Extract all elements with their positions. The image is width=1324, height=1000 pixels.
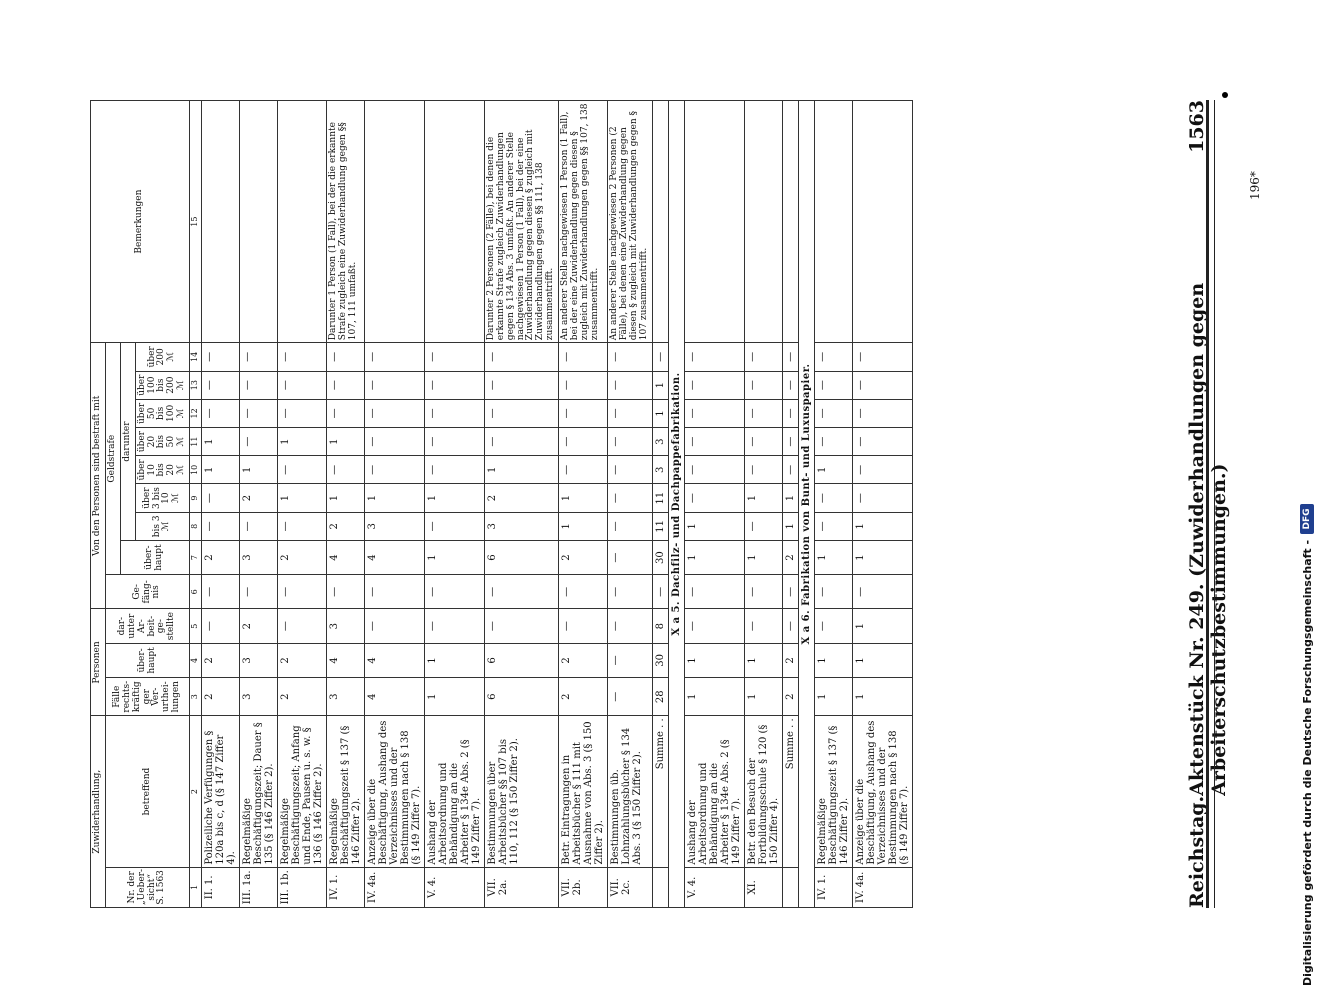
- row-nr: XI.: [744, 867, 782, 907]
- row-value-c3: 3: [239, 678, 277, 716]
- row-value-c14: —: [277, 343, 326, 371]
- row-remark: [814, 101, 852, 343]
- row-value-c11: —: [852, 428, 912, 456]
- row-value-c8: —: [814, 512, 852, 540]
- summe-label: Summe . .: [652, 716, 668, 867]
- row-value-c6: —: [201, 575, 239, 609]
- row-value-c10: 1: [484, 456, 558, 484]
- row-value-c6: —: [744, 575, 782, 609]
- col-100-200: über 100 bis 200 ℳ: [135, 371, 189, 399]
- table-row: [684, 101, 744, 908]
- col-number: 10: [190, 456, 202, 484]
- row-value-c10: —: [424, 456, 484, 484]
- row-nr: VII. 2c.: [608, 867, 653, 907]
- row-value-c3: 1: [852, 678, 912, 716]
- row-value-c14: —: [364, 343, 424, 371]
- row-value-c10: —: [364, 456, 424, 484]
- row-nr: IV. 1.: [814, 867, 852, 907]
- table-row: [277, 101, 326, 908]
- row-value-c5: 2: [239, 609, 277, 643]
- row-value-c6: —: [684, 575, 744, 609]
- row-value-c8: 1: [559, 512, 608, 540]
- row-value-c3: 2: [277, 678, 326, 716]
- col-bis-3: bis 3 ℳ: [135, 512, 189, 540]
- row-value-c10: 1: [201, 456, 239, 484]
- row-value-c12: —: [814, 399, 852, 427]
- row-nr: VII. 2a.: [484, 867, 558, 907]
- funding-note: [1300, 504, 1314, 986]
- row-value-c14: —: [814, 343, 852, 371]
- section-heading-row: [798, 101, 814, 908]
- col-bemerkungen: Bemerkungen: [91, 101, 190, 343]
- row-value-c3: —: [608, 678, 653, 716]
- row-value-c12: —: [239, 399, 277, 427]
- row-value-c13: —: [814, 371, 852, 399]
- row-remark: [201, 101, 239, 343]
- row-value-c8: —: [239, 512, 277, 540]
- table-row: [852, 101, 912, 908]
- table-head: [91, 101, 202, 908]
- summe-value-c4: 30: [652, 643, 668, 677]
- row-value-c10: —: [684, 456, 744, 484]
- row-value-c9: —: [201, 484, 239, 512]
- row-value-c4: 1: [424, 643, 484, 677]
- row-value-c6: —: [277, 575, 326, 609]
- row-description: Polizeiliche Verfügungen § 120a bis c, d (§ 147 Ziffer 4).: [201, 716, 239, 867]
- row-value-c10: —: [608, 456, 653, 484]
- row-remark: An anderer Stelle nachgewiesen 2 Personen (2 Fälle), bei denen eine Zuwiderhandlung gegen diesen § zugleich mit Zuwiderhandlungen gegen § 107 zusammentrifft.: [608, 101, 653, 343]
- row-value-c8: —: [424, 512, 484, 540]
- header-rule: [1206, 100, 1209, 908]
- row-value-c5: 1: [852, 609, 912, 643]
- row-value-c5: —: [201, 609, 239, 643]
- row-value-c3: 4: [364, 678, 424, 716]
- row-value-c7: 6: [484, 540, 558, 574]
- summe-value-c12: —: [782, 399, 798, 427]
- summe-label: Summe . .: [782, 716, 798, 867]
- row-value-c11: —: [484, 428, 558, 456]
- row-value-c14: —: [239, 343, 277, 371]
- row-value-c12: —: [744, 399, 782, 427]
- header-title: Aktenstück Nr. 249. (Zuwiderhandlungen gegen Arbeiterschutzbestimmungen.): [1186, 282, 1230, 796]
- row-value-c10: 1: [239, 456, 277, 484]
- row-value-c6: —: [559, 575, 608, 609]
- row-value-c6: —: [364, 575, 424, 609]
- row-value-c7: 1: [852, 540, 912, 574]
- row-value-c4: 2: [277, 643, 326, 677]
- summe-value-c7: 30: [652, 540, 668, 574]
- row-value-c12: —: [326, 399, 364, 427]
- row-nr: IV. 1.: [326, 867, 364, 907]
- row-value-c3: 1: [814, 678, 852, 716]
- row-value-c4: 4: [364, 643, 424, 677]
- summe-value-c6: —: [782, 575, 798, 609]
- row-value-c7: 2: [277, 540, 326, 574]
- row-value-c12: —: [277, 399, 326, 427]
- row-value-c4: —: [608, 643, 653, 677]
- row-description: Aushang der Arbeitsordnung und Behändigung an die Arbeiter § 134e Abs. 2 (§ 149 Ziffer 7).: [684, 716, 744, 867]
- col-number: 4: [190, 643, 202, 677]
- row-value-c14: —: [608, 343, 653, 371]
- row-description: Regelmäßige Beschäftigungszeit § 137 (§ 146 Ziffer 2).: [814, 716, 852, 867]
- row-value-c4: 1: [814, 643, 852, 677]
- table-body: [201, 101, 912, 908]
- row-value-c11: 1: [201, 428, 239, 456]
- table-row: [326, 101, 364, 908]
- row-value-c7: 1: [814, 540, 852, 574]
- section-heading: X a 5. Dachfilz- und Dachpappefabrikation.: [668, 101, 684, 908]
- row-value-c7: 2: [559, 540, 608, 574]
- col-20-50: über 20 bis 50 ℳ: [135, 428, 189, 456]
- row-value-c5: —: [484, 609, 558, 643]
- row-value-c12: —: [424, 399, 484, 427]
- summe-remark: [782, 101, 798, 343]
- col-ueberhaupt: über-haupt: [105, 643, 189, 677]
- row-value-c7: 1: [684, 540, 744, 574]
- row-value-c9: —: [608, 484, 653, 512]
- col-number: 12: [190, 399, 202, 427]
- row-remark: [239, 101, 277, 343]
- row-value-c3: 1: [424, 678, 484, 716]
- row-remark: [424, 101, 484, 343]
- row-value-c11: —: [814, 428, 852, 456]
- row-value-c8: —: [608, 512, 653, 540]
- row-value-c7: 2: [201, 540, 239, 574]
- col-number: 1: [190, 867, 202, 907]
- row-value-c8: 2: [326, 512, 364, 540]
- row-value-c8: 1: [852, 512, 912, 540]
- summe-value-c4: 2: [782, 643, 798, 677]
- table-row: [744, 101, 782, 908]
- row-value-c3: 3: [326, 678, 364, 716]
- row-value-c12: —: [559, 399, 608, 427]
- row-description: Regelmäßige Beschäftigungszeit § 137 (§ 146 Ziffer 2).: [326, 716, 364, 867]
- row-value-c7: —: [608, 540, 653, 574]
- summe-spacer: [652, 867, 668, 907]
- col-nr: Nr. der „Ueber-sicht“ S. 1563: [105, 867, 189, 907]
- row-value-c11: —: [684, 428, 744, 456]
- row-value-c9: —: [814, 484, 852, 512]
- col-number: 13: [190, 371, 202, 399]
- row-value-c4: 6: [484, 643, 558, 677]
- row-remark: [852, 101, 912, 343]
- table-row: [364, 101, 424, 908]
- col-faelle: Fälle rechts-kräftig ger Ver-urthei-lungen: [105, 678, 189, 716]
- row-value-c3: 1: [744, 678, 782, 716]
- row-value-c5: —: [814, 609, 852, 643]
- row-value-c6: —: [852, 575, 912, 609]
- row-value-c3: 2: [201, 678, 239, 716]
- header-page-number: 1563: [1186, 100, 1208, 153]
- row-value-c5: —: [277, 609, 326, 643]
- row-value-c12: —: [608, 399, 653, 427]
- row-value-c11: —: [424, 428, 484, 456]
- table-row: [814, 101, 852, 908]
- row-value-c9: 1: [364, 484, 424, 512]
- row-value-c7: 1: [424, 540, 484, 574]
- summe-value-c7: 2: [782, 540, 798, 574]
- row-value-c14: —: [744, 343, 782, 371]
- row-value-c10: 1: [814, 456, 852, 484]
- col-number: 11: [190, 428, 202, 456]
- page-number: 196*: [1248, 171, 1262, 200]
- row-value-c10: —: [744, 456, 782, 484]
- summe-value-c3: 2: [782, 678, 798, 716]
- dfg-logo: DFG: [1300, 504, 1314, 534]
- row-value-c9: 2: [239, 484, 277, 512]
- row-value-c9: 2: [484, 484, 558, 512]
- row-description: Regelmäßige Beschäftigungszeit; Anfang und Ende, Pausen u. s. w. § 136 (§ 146 Ziffer 2).: [277, 716, 326, 867]
- row-nr: III. 1a.: [239, 867, 277, 907]
- col-number: 2: [190, 716, 202, 867]
- summe-value-c5: 8: [652, 609, 668, 643]
- row-value-c14: —: [484, 343, 558, 371]
- row-value-c9: —: [684, 484, 744, 512]
- row-value-c8: —: [744, 512, 782, 540]
- summe-value-c6: —: [652, 575, 668, 609]
- row-value-c8: —: [201, 512, 239, 540]
- row-remark: An anderer Stelle nachgewiesen 1 Person (1 Fall), bei der eine Zuwiderhandlung gegen diesen § zugleich mit Zuwiderhandlungen gegen §§ 107, 138 zusammentrifft.: [559, 101, 608, 343]
- row-value-c3: 1: [684, 678, 744, 716]
- summe-remark: [652, 101, 668, 343]
- row-value-c10: —: [559, 456, 608, 484]
- row-value-c6: —: [608, 575, 653, 609]
- row-value-c13: —: [484, 371, 558, 399]
- group-geldstrafe: Geldstrafe: [105, 343, 120, 575]
- row-value-c9: 1: [559, 484, 608, 512]
- column-number-row: [190, 101, 202, 908]
- summe-row: [652, 101, 668, 908]
- summe-value-c12: 1: [652, 399, 668, 427]
- summe-value-c11: 3: [652, 428, 668, 456]
- row-value-c4: 1: [744, 643, 782, 677]
- table-row: [201, 101, 239, 908]
- row-value-c9: 1: [424, 484, 484, 512]
- summe-value-c9: 1: [782, 484, 798, 512]
- summe-value-c8: 1: [782, 512, 798, 540]
- summe-value-c11: —: [782, 428, 798, 456]
- row-value-c4: 2: [201, 643, 239, 677]
- summe-value-c14: —: [782, 343, 798, 371]
- row-value-c5: —: [684, 609, 744, 643]
- row-value-c11: —: [608, 428, 653, 456]
- row-value-c4: 1: [852, 643, 912, 677]
- row-value-c8: 3: [364, 512, 424, 540]
- table-row: [239, 101, 277, 908]
- row-value-c14: —: [852, 343, 912, 371]
- col-gefaengnis: Ge-fäng-nis: [105, 575, 189, 609]
- col-number: 7: [190, 540, 202, 574]
- summe-row: [782, 101, 798, 908]
- funding-text: Digitalisierung gefördert durch die Deutsche Forschungsgemeinschaft -: [1300, 539, 1314, 986]
- row-value-c13: —: [326, 371, 364, 399]
- header-left: Reichstag.: [1186, 795, 1208, 908]
- row-value-c11: —: [744, 428, 782, 456]
- row-value-c9: 1: [326, 484, 364, 512]
- row-value-c14: —: [326, 343, 364, 371]
- row-value-c5: 3: [326, 609, 364, 643]
- row-value-c9: 1: [744, 484, 782, 512]
- row-value-c12: —: [852, 399, 912, 427]
- group-darunter: darunter: [120, 343, 135, 541]
- row-value-c6: —: [424, 575, 484, 609]
- row-value-c7: 4: [364, 540, 424, 574]
- row-description: Anzeige über die Beschäftigung, Aushang des Verzeichnisses und der Bestimmungen nach § 138 (§ 149 Ziffer 7).: [364, 716, 424, 867]
- section-heading: X a 6. Fabrikation von Bunt- und Luxuspapier.: [798, 101, 814, 908]
- row-value-c5: —: [744, 609, 782, 643]
- row-remark: [277, 101, 326, 343]
- col-geld-ueberhaupt: über-haupt: [120, 540, 189, 574]
- row-value-c13: —: [364, 371, 424, 399]
- row-description: Aushang der Arbeitsordnung und Behändigung an die Arbeiter § 134e Abs. 2 (§ 149 Ziffer 7).: [424, 716, 484, 867]
- row-remark: [744, 101, 782, 343]
- row-nr: IV. 4a.: [364, 867, 424, 907]
- section-heading-row: [668, 101, 684, 908]
- row-value-c10: —: [277, 456, 326, 484]
- row-value-c14: —: [424, 343, 484, 371]
- summe-value-c13: —: [782, 371, 798, 399]
- col-10-20: über 10 bis 20 ℳ: [135, 456, 189, 484]
- row-value-c13: —: [201, 371, 239, 399]
- row-value-c13: —: [684, 371, 744, 399]
- row-nr: IV. 4a.: [852, 867, 912, 907]
- row-value-c5: —: [559, 609, 608, 643]
- col-3-10: über 3 bis 10 ℳ: [135, 484, 189, 512]
- row-value-c12: —: [484, 399, 558, 427]
- row-value-c13: —: [744, 371, 782, 399]
- row-value-c4: 1: [684, 643, 744, 677]
- table-row: [608, 101, 653, 908]
- summe-value-c3: 28: [652, 678, 668, 716]
- row-value-c14: —: [684, 343, 744, 371]
- row-value-c8: —: [277, 512, 326, 540]
- col-betreffend: betreffend: [105, 716, 189, 867]
- row-value-c5: —: [608, 609, 653, 643]
- summe-value-c14: —: [652, 343, 668, 371]
- row-remark: Darunter 2 Personen (2 Fälle), bei denen die erkannte Strafe zugleich Zuwiderhandlungen gegen § 134 Abs. 3 umfaßt. An anderer Stelle nachgewiesen 1 Person (1 Fall), bei der eine Zuwiderhandlung gegen diesen § zugleich mit Zuwiderhandlungen gegen §§ 111, 138 zusammentrifft.: [484, 101, 558, 343]
- row-value-c14: —: [559, 343, 608, 371]
- col-number: 15: [190, 101, 202, 343]
- col-number: 14: [190, 343, 202, 371]
- summe-value-c10: —: [782, 456, 798, 484]
- row-value-c10: —: [852, 456, 912, 484]
- col-number: 9: [190, 484, 202, 512]
- row-value-c4: 2: [559, 643, 608, 677]
- row-nr: VII. 2b.: [559, 867, 608, 907]
- row-remark: [364, 101, 424, 343]
- summe-value-c10: 3: [652, 456, 668, 484]
- row-value-c11: —: [239, 428, 277, 456]
- row-value-c12: —: [684, 399, 744, 427]
- row-value-c5: —: [424, 609, 484, 643]
- row-value-c6: —: [814, 575, 852, 609]
- row-value-c11: 1: [326, 428, 364, 456]
- row-nr: V. 4.: [684, 867, 744, 907]
- row-remark: Darunter 1 Person (1 Fall), bei der die erkannte Strafe zugleich eine Zuwiderhandlung gegen §§ 107, 111 umfaßt.: [326, 101, 364, 343]
- col-50-100: über 50 bis 100 ℳ: [135, 399, 189, 427]
- row-value-c5: —: [364, 609, 424, 643]
- row-value-c4: 3: [239, 643, 277, 677]
- col-number: 3: [190, 678, 202, 716]
- col-darunter-arbeitsstellen: dar-unter Ar-beit-ge-stellte: [105, 609, 189, 643]
- row-value-c12: —: [201, 399, 239, 427]
- row-value-c14: —: [201, 343, 239, 371]
- row-value-c13: —: [559, 371, 608, 399]
- row-value-c13: —: [277, 371, 326, 399]
- row-value-c13: —: [424, 371, 484, 399]
- row-value-c3: 6: [484, 678, 558, 716]
- margin-dot: [1222, 92, 1228, 98]
- row-value-c6: —: [239, 575, 277, 609]
- row-value-c3: 2: [559, 678, 608, 716]
- row-value-c13: —: [239, 371, 277, 399]
- row-value-c7: 4: [326, 540, 364, 574]
- col-ueber-200: über 200 ℳ: [135, 343, 189, 371]
- col-number: 6: [190, 575, 202, 609]
- row-value-c6: —: [484, 575, 558, 609]
- summe-value-c13: 1: [652, 371, 668, 399]
- col-number: 8: [190, 512, 202, 540]
- row-value-c8: 3: [484, 512, 558, 540]
- row-description: Betr. den Besuch der Fortbildungsschule § 120 (§ 150 Ziffer 4).: [744, 716, 782, 867]
- row-value-c9: —: [852, 484, 912, 512]
- header-rule-thin: [1214, 100, 1215, 908]
- table-row: [484, 101, 558, 908]
- row-nr: II. 1.: [201, 867, 239, 907]
- row-value-c12: —: [364, 399, 424, 427]
- row-value-c11: —: [559, 428, 608, 456]
- row-remark: [684, 101, 744, 343]
- row-description: Bestimmungen üb. Lohnzahlungsbücher § 134 Abs. 3 (§ 150 Ziffer 2).: [608, 716, 653, 867]
- row-value-c13: —: [608, 371, 653, 399]
- summe-value-c8: 11: [652, 512, 668, 540]
- row-value-c6: —: [326, 575, 364, 609]
- row-description: Anzeige über die Beschäftigung, Aushang des Verzeichnisses und der Bestimmungen nach § 138 (§ 149 Ziffer 7).: [852, 716, 912, 867]
- summe-value-c9: 11: [652, 484, 668, 512]
- row-description: Bestimmungen über Arbeitsbücher §§ 107 bis 110, 112 (§ 150 Ziffer 2).: [484, 716, 558, 867]
- col-number: 5: [190, 609, 202, 643]
- row-value-c4: 4: [326, 643, 364, 677]
- table-row: [424, 101, 484, 908]
- row-value-c8: 1: [684, 512, 744, 540]
- row-value-c9: 1: [277, 484, 326, 512]
- row-value-c13: —: [852, 371, 912, 399]
- summe-spacer: [782, 867, 798, 907]
- row-value-c11: 1: [277, 428, 326, 456]
- table-row: [559, 101, 608, 908]
- group-bestraft: Von den Personen sind bestraft mit: [91, 343, 106, 609]
- row-nr: III. 1b.: [277, 867, 326, 907]
- group-personen: Personen: [91, 609, 106, 716]
- row-nr: V. 4.: [424, 867, 484, 907]
- row-value-c7: 3: [239, 540, 277, 574]
- group-zuwiderhandlung: Zuwiderhandlung,: [91, 716, 106, 908]
- row-value-c7: 1: [744, 540, 782, 574]
- row-value-c10: —: [326, 456, 364, 484]
- row-description: Regelmäßige Beschäftigungszeit; Dauer § 135 (§ 146 Ziffer 2).: [239, 716, 277, 867]
- statistics-table: [90, 100, 913, 908]
- row-description: Betr. Eintragungen in Arbeitsbücher § 111 mit Ausnahme von Abs. 3 (§ 150 Ziffer 2).: [559, 716, 608, 867]
- summe-value-c5: —: [782, 609, 798, 643]
- row-value-c11: —: [364, 428, 424, 456]
